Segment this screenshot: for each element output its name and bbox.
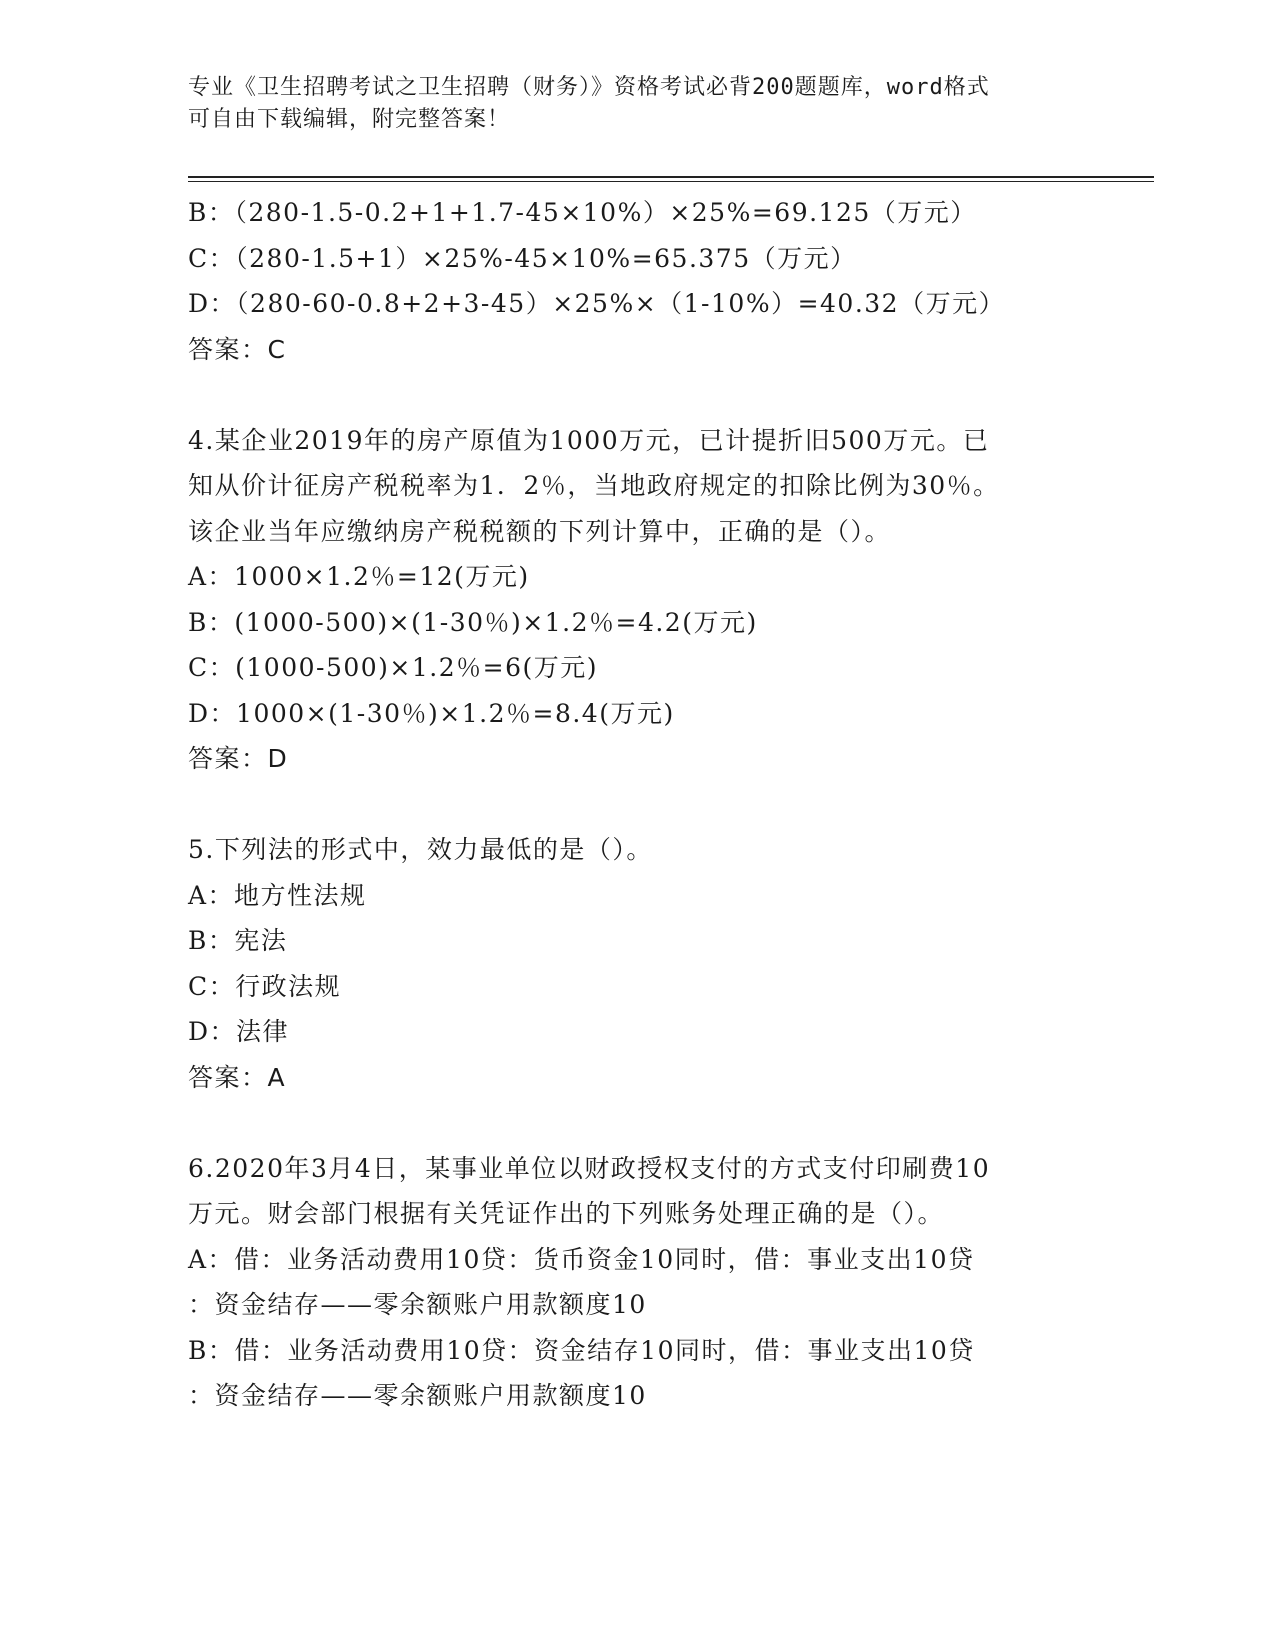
header-rule-thick — [188, 176, 1154, 178]
option-d: D：1000×(1-30％)×1.2％=8.4(万元) — [188, 698, 675, 728]
question-stem: 该企业当年应缴纳房产税税额的下列计算中，正确的是（）。 — [188, 516, 892, 546]
question-content — [188, 190, 1148, 1419]
question-6 — [188, 1146, 1148, 1419]
question-stem: 4.某企业2019年的房产原值为1000万元，已计提折旧500万元。已 — [188, 425, 990, 455]
question-3-tail — [188, 190, 1148, 372]
answer: 答案：C — [188, 334, 287, 364]
option-a: A：1000×1.2％=12(万元) — [188, 562, 530, 591]
option-b: B：借：业务活动费用10贷：资金结存10同时，借：事业支出10贷 — [188, 1335, 975, 1365]
option-c: C：行政法规 — [188, 971, 342, 1001]
option-a: A：地方性法规 — [188, 880, 367, 910]
question-stem: 6.2020年3月4日，某事业单位以财政授权支付的方式支付印刷费10 — [188, 1153, 991, 1183]
question-stem: 5.下列法的形式中，效力最低的是（）。 — [188, 835, 653, 864]
option-a: A：借：业务活动费用10贷：货币资金10同时，借：事业支出10贷 — [188, 1244, 975, 1274]
header-line-1: 专业《卫生招聘考试之卫生招聘（财务）》资格考试必背200题题库，word格式 — [188, 75, 990, 100]
option-b: B：(1000-500)×(1-30％)×1.2％=4.2(万元) — [188, 607, 758, 637]
answer: 答案：D — [188, 744, 289, 773]
document-header — [188, 72, 1068, 136]
header-rule-thin — [188, 181, 1154, 182]
answer: 答案：A — [188, 1062, 287, 1092]
header-line-2: 可自由下载编辑，附完整答案！ — [188, 107, 511, 132]
option-d: D：法律 — [188, 1017, 290, 1046]
question-4 — [188, 418, 1148, 782]
spacer — [188, 372, 1148, 418]
question-stem: 万元。财会部门根据有关凭证作出的下列账务处理正确的是（）。 — [188, 1199, 945, 1228]
spacer — [188, 1100, 1148, 1146]
option-c: C：（280-1.5+1）×25%-45×10%=65.375（万元） — [188, 243, 857, 273]
question-5 — [188, 827, 1148, 1100]
spacer — [188, 782, 1148, 828]
option-b-continued: ：资金结存——零余额账户用款额度10 — [188, 1381, 647, 1410]
option-a-continued: ：资金结存——零余额账户用款额度10 — [188, 1290, 647, 1319]
question-stem: 知从价计征房产税税率为1．2％，当地政府规定的扣除比例为30％。 — [188, 471, 1000, 500]
option-c: C：(1000-500)×1.2％=6(万元) — [188, 653, 598, 682]
option-d: D：（280-60-0.8+2+3-45）×25%×（1-10%）=40.32（万元） — [188, 289, 1006, 318]
option-b: B：宪法 — [188, 926, 288, 955]
option-b: B：（280-1.5-0.2+1+1.7-45×10%）×25%=69.125（万元） — [188, 198, 977, 227]
